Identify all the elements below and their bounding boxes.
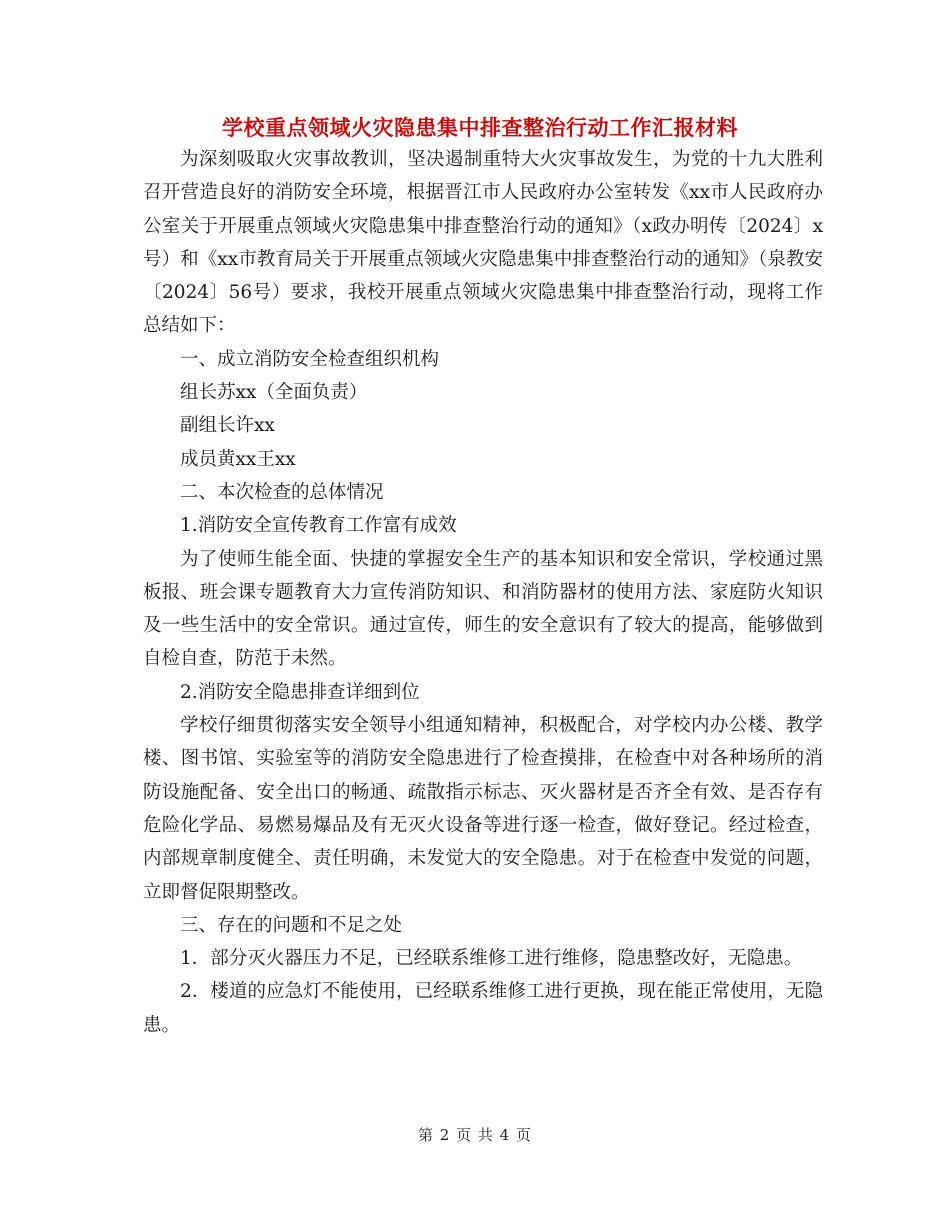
paragraph-intro: 为深刻吸取火灾事故教训，坚决遏制重特大火灾事故发生，为党的十九大胜利召开营造良好的消防安全环境，根据晋江市人民政府办公室转发《xx市人民政府办公室关于开展重点领域火灾隐患集中排查整治行动的通知》（x政办明传〔2024〕x号）和《xx市教育局关于开展重点领域火灾隐患集中排查整治行动的通知》（泉教安〔2024〕56号）要求，我校开展重点领域火灾隐患集中排查整治行动，现将工作总结如下： [143, 149, 823, 337]
paragraph-group-leader: 组长苏xx（全面负责） [180, 382, 368, 404]
paragraph-deputy-leader: 副组长许xx [180, 415, 275, 437]
document-body [143, 143, 823, 1042]
page-title: 学校重点领域火灾隐患集中排查整治行动工作汇报材料 [222, 115, 738, 140]
subheading-2-1: 1.消防安全宣传教育工作富有成效 [180, 515, 457, 537]
heading-section-3: 三、存在的问题和不足之处 [180, 914, 403, 936]
paragraph-inspection: 学校仔细贯彻落实安全领导小组通知精神，积极配合，对学校内办公楼、教学楼、图书馆、实验室等的消防安全隐患进行了检查摸排，在检查中对各种场所的消防设施配备、安全出口的畅通、疏散指示标志、灭火器材是否齐全有效、是否存有危险化学品、易燃易爆品及有无灭火设备等进行逐一检查，做好登记。经过检查，内部规章制度健全、责任明确，未发觉大的安全隐患。对于在检查中发觉的问题，立即督促限期整改。 [143, 715, 823, 903]
paragraph-members: 成员黄xx王xx [180, 448, 296, 470]
paragraph-education: 为了使师生能全面、快捷的掌握安全生产的基本知识和安全常识，学校通过黑板报、班会课专题教育大力宣传消防知识、和消防器材的使用方法、家庭防火知识及一些生活中的安全常识。通过宣传，师生的安全意识有了较大的提高，能够做到自检自查，防范于未然。 [143, 548, 823, 670]
paragraph-issue-2: 2．楼道的应急灯不能使用，已经联系维修工进行更换，现在能正常使用，无隐患。 [143, 981, 823, 1036]
subheading-2-2: 2.消防安全隐患排查详细到位 [180, 681, 420, 703]
page-number-footer: 第 2 页 共 4 页 [418, 1126, 532, 1144]
heading-section-2: 二、本次检查的总体情况 [180, 481, 384, 503]
paragraph-issue-1: 1．部分灭火器压力不足，已经联系维修工进行维修，隐患整改好，无隐患。 [180, 948, 803, 970]
heading-section-1: 一、成立消防安全检查组织机构 [180, 348, 440, 370]
